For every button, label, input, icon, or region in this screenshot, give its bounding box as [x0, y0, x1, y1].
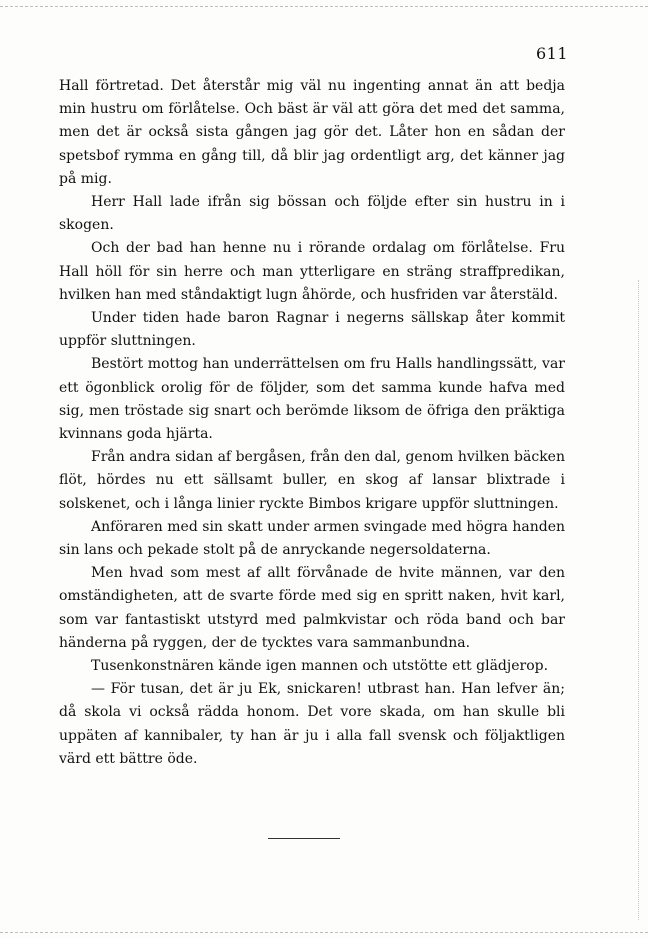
section-end-rule — [268, 838, 340, 839]
paragraph: Under tiden hade baron Ragnar i negerns sällskap åter kommit uppför sluttningen. — [59, 310, 565, 350]
paragraph: Bestört mottog han underrättelsen om fru Halls handlingssätt, var ett ögonblick orolig för de följder, som det samma kunde hafva med sig, men tröstade sig snart och berömde liksom de öfriga den präktiga kvinnans goda hjärta. — [59, 356, 565, 443]
paragraph: Anföraren med sin skatt under armen svingade med högra handen sin lans och pekade stolt på de anryckande negersoldaterna. — [59, 518, 565, 559]
paragraph: Och der bad han henne nu i rörande ordalag om förlåtelse. Fru Hall höll för sin herre och man ytterligare en sträng straffpredikan, hvilken han med ståndaktigt lugn åhörde, och husfriden var återstäld. — [59, 240, 565, 303]
paragraph: Från andra sidan af bergåsen, från den dal, genom hvilken bäcken flöt, hördes nu ett sällsamt buller, en skog af lansar blixtrade i solskenet, och i långa linier ryckte Bimbos krigare uppför sluttningen. — [59, 449, 565, 512]
paragraph: Herr Hall lade ifrån sig bössan och följde efter sin hustru in i skogen. — [59, 194, 565, 234]
paragraph: Men hvad som mest af allt förvånade de hvite männen, var den omständigheten, att de svarte förde med sig en spritt naken, hvit karl, som var fantastiskt utstyrd med palmkvistar och röda band och bar händerna på ryggen, der de tycktes vara sammanbundna. — [59, 565, 565, 651]
scan-edge-bottom — [0, 932, 648, 933]
body-text — [59, 75, 565, 771]
paragraph: Hall förtretad. Det återstår mig väl nu ingenting annat än att bedja min hustru om förlåtelse. Och bäst är väl att göra det med det samma, men det är också sista gången jag gör det. Låter hon en sådan der spetsbof rymma en gång till, då blir jag ordentligt arg, det känner jag på mig. — [59, 78, 565, 187]
paragraph: — För tusan, det är ju Ek, snickaren! utbrast han. Han lefver än; då skola vi också rädda honom. Det vore skada, om han skulle bli uppäten af kannibaler, ty han är ju i alla fall svensk och följaktligen värd ett bättre öde. — [59, 681, 565, 767]
paragraph: Tusenkonstnären kände igen mannen och utstötte ett glädjerop. — [91, 658, 549, 675]
scan-edge-right — [638, 280, 639, 920]
page-number: 611 — [535, 44, 568, 63]
scan-edge-top — [0, 6, 648, 7]
